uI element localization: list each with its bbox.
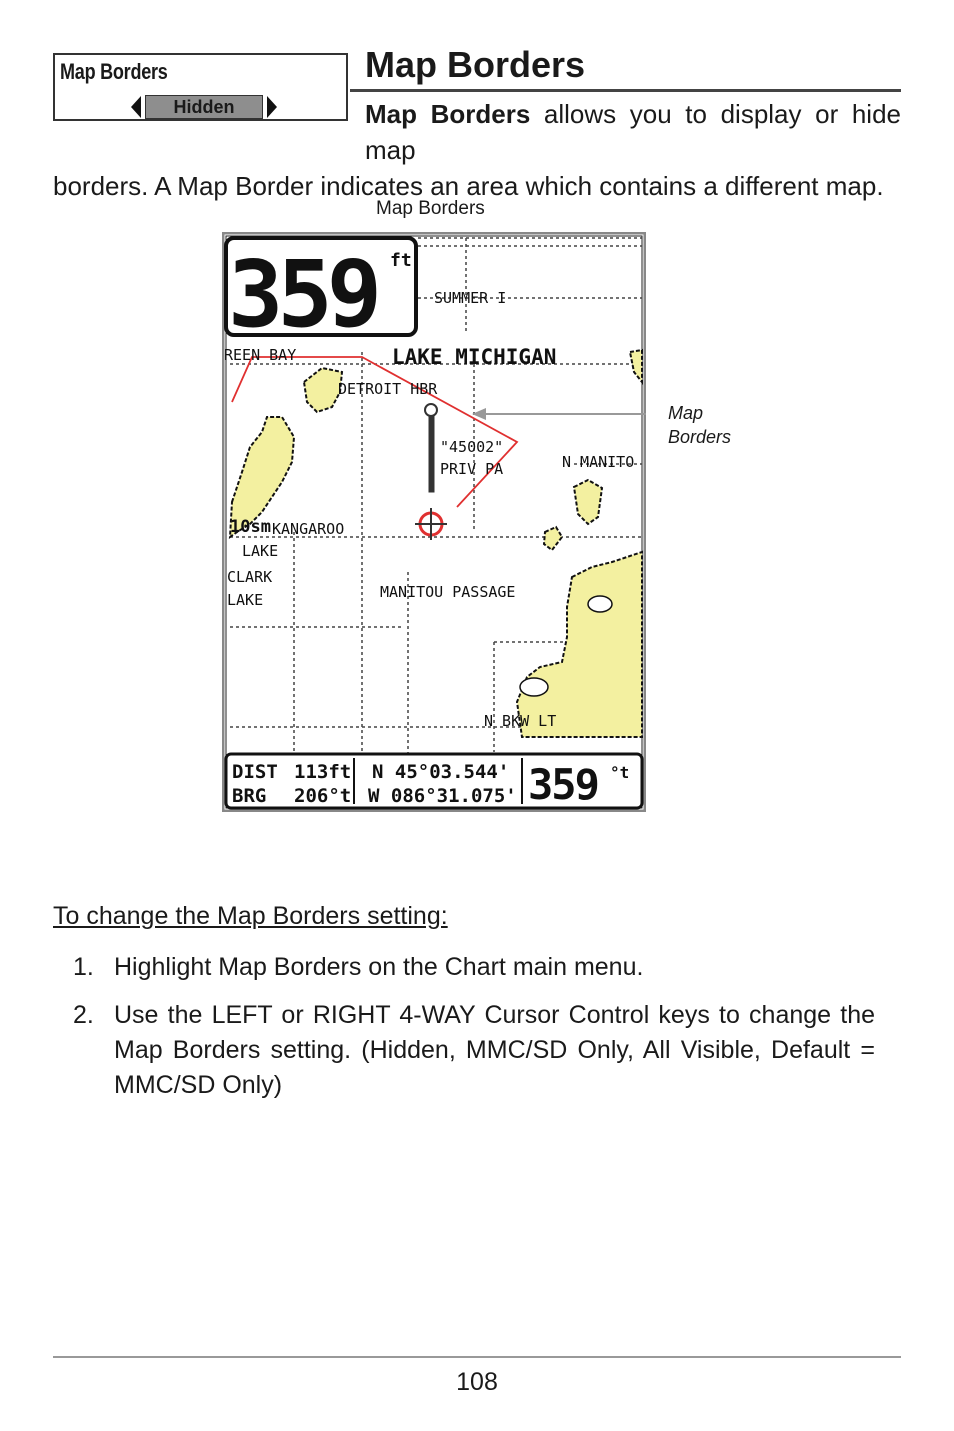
brg-label: BRG [232, 785, 267, 807]
page-number: 108 [456, 1368, 498, 1396]
intro-bold-lead: Map Borders [365, 99, 531, 129]
step-number: 2. [73, 1001, 94, 1029]
label-lake-2: LAKE [227, 591, 264, 609]
step-item [53, 950, 875, 985]
label-lake-michigan: LAKE MICHIGAN [392, 345, 557, 369]
intro-first-line [53, 96, 901, 168]
label-n-manito: N MANITO [562, 453, 635, 471]
step-item [53, 998, 875, 1103]
title-rule [350, 89, 901, 92]
figure-caption: Map Borders [376, 198, 485, 219]
label-buoy: "45002" [440, 438, 504, 456]
label-priv: PRIV PA [440, 460, 504, 478]
longitude: W 086°31.075' [368, 785, 517, 807]
brg-value: 206°t [294, 785, 352, 807]
data-heading-unit: °t [610, 763, 630, 782]
chart-screen [222, 232, 646, 812]
heading-value: 359 [228, 241, 377, 348]
latitude: N 45°03.544' [372, 761, 510, 783]
dist-label: DIST [232, 761, 278, 783]
label-green-bay: REEN BAY [224, 346, 297, 364]
callout-label [668, 401, 731, 449]
footer-rule [53, 1356, 901, 1358]
steps-list [53, 950, 875, 1116]
howto-heading: To change the Map Borders setting: [53, 902, 448, 930]
menu-widget-label: Map Borders [60, 59, 168, 84]
label-kangaroo: KANGAROO [272, 520, 345, 538]
step-text: Use the LEFT or RIGHT 4-WAY Cursor Control keys to change the Map Borders setting. (Hidden, MMC/SD Only, All Visible, Default = MMC/SD Only) [114, 1001, 875, 1099]
step-text: Highlight Map Borders on the Chart main menu. [114, 953, 644, 981]
step-number: 1. [73, 953, 94, 981]
page-title: Map Borders [365, 44, 586, 85]
callout-line-1: Map [668, 403, 704, 423]
callout-line-2: Borders [668, 427, 732, 447]
label-detroit: DETROIT HBR [338, 380, 438, 398]
heading-box [226, 238, 416, 348]
label-lake-1: LAKE [242, 542, 279, 560]
label-scale: 10sm [230, 517, 271, 537]
data-heading: 359 [528, 760, 598, 809]
intro-rest-text: borders. A Map Border indicates an area which contains a different map. [53, 171, 884, 201]
label-clark: CLARK [227, 568, 273, 586]
intro-paragraph [53, 96, 901, 204]
label-summer: SUMMER I [434, 289, 507, 307]
data-box [226, 754, 642, 809]
dist-value: 113ft [294, 761, 352, 783]
heading-unit: ft [390, 250, 412, 271]
intro-first-line-text: allows you to display or hide map [365, 99, 901, 165]
menu-widget-value[interactable]: Hidden [145, 95, 263, 119]
label-manitou-passage: MANITOU PASSAGE [380, 583, 516, 601]
label-n-bkw: N BKW LT [484, 712, 557, 730]
